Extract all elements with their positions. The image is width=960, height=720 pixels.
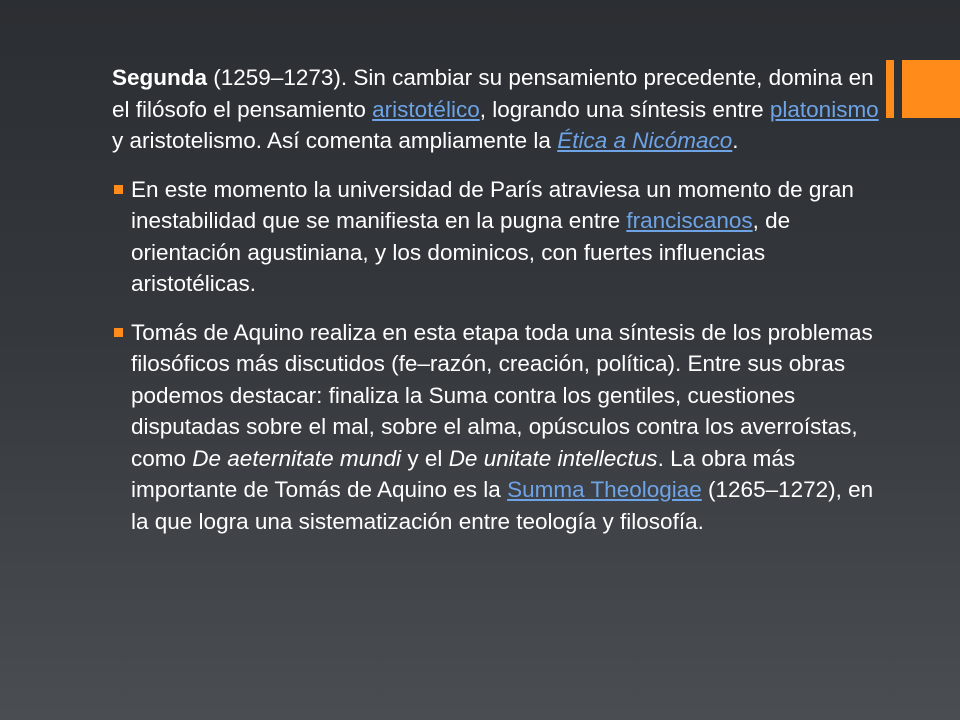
bullet2-text-3: . La obra más importante de Tomás de Aquino es la: [131, 445, 796, 502]
bullet-item-universidad: [112, 174, 882, 300]
intro-text-1: (1259–1273). Sin cambiar su pensamiento precedente, domina en el filósofo el pensamiento: [112, 65, 874, 122]
link-etica-a-nicomaco[interactable]: Ética a Nicómaco: [557, 128, 733, 153]
bullet-item-tomas-de-aquino: [112, 317, 882, 538]
intro-paragraph: [112, 62, 882, 157]
intro-text-3: y aristotelismo. Así comenta ampliamente la: [112, 128, 558, 153]
square-bullet-icon: [114, 185, 123, 194]
bullet1-text-2: , de orientación agustiniana, y los dominicos, con fuertes influencias aristotélicas.: [131, 208, 791, 296]
link-franciscanos[interactable]: franciscanos: [626, 208, 753, 233]
bullet1-text-1: En este momento la universidad de París atraviesa un momento de gran inestabilidad que se manifiesta en la pugna entre: [131, 176, 854, 233]
link-aristotelico[interactable]: aristotélico: [372, 96, 480, 122]
link-summa-theologiae[interactable]: Summa Theologiae: [507, 477, 702, 502]
link-platonismo[interactable]: platonismo: [769, 96, 879, 122]
bullet2-text-2: y el: [401, 445, 449, 471]
title-de-aeternitate-mundi: De aeternitate mundi: [192, 445, 402, 471]
slide-content: [112, 62, 882, 554]
square-bullet-icon: [114, 328, 123, 337]
intro-term: Segunda: [112, 65, 208, 90]
intro-text-2: , logrando una síntesis entre: [479, 96, 770, 122]
accent-bar-thick: [902, 60, 960, 118]
title-de-unitate-intellectus: De unitate intellectus: [448, 445, 658, 471]
intro-text-4: .: [732, 128, 739, 153]
bullet2-text-4: (1265–1272), en la que logra una sistematización entre teología y filosofía.: [131, 477, 874, 534]
accent-bar-thin: [886, 60, 894, 118]
bullet2-text-1: Tomás de Aquino realiza en esta etapa toda una síntesis de los problemas filosóficos más discutidos (fe–razón, creación, política). Entre sus obras podemos destacar: finaliza la Suma contra los gentiles, cuestiones disputadas sobre el mal, sobre el alma, opúsculos contra los averroístas, como: [131, 319, 873, 471]
